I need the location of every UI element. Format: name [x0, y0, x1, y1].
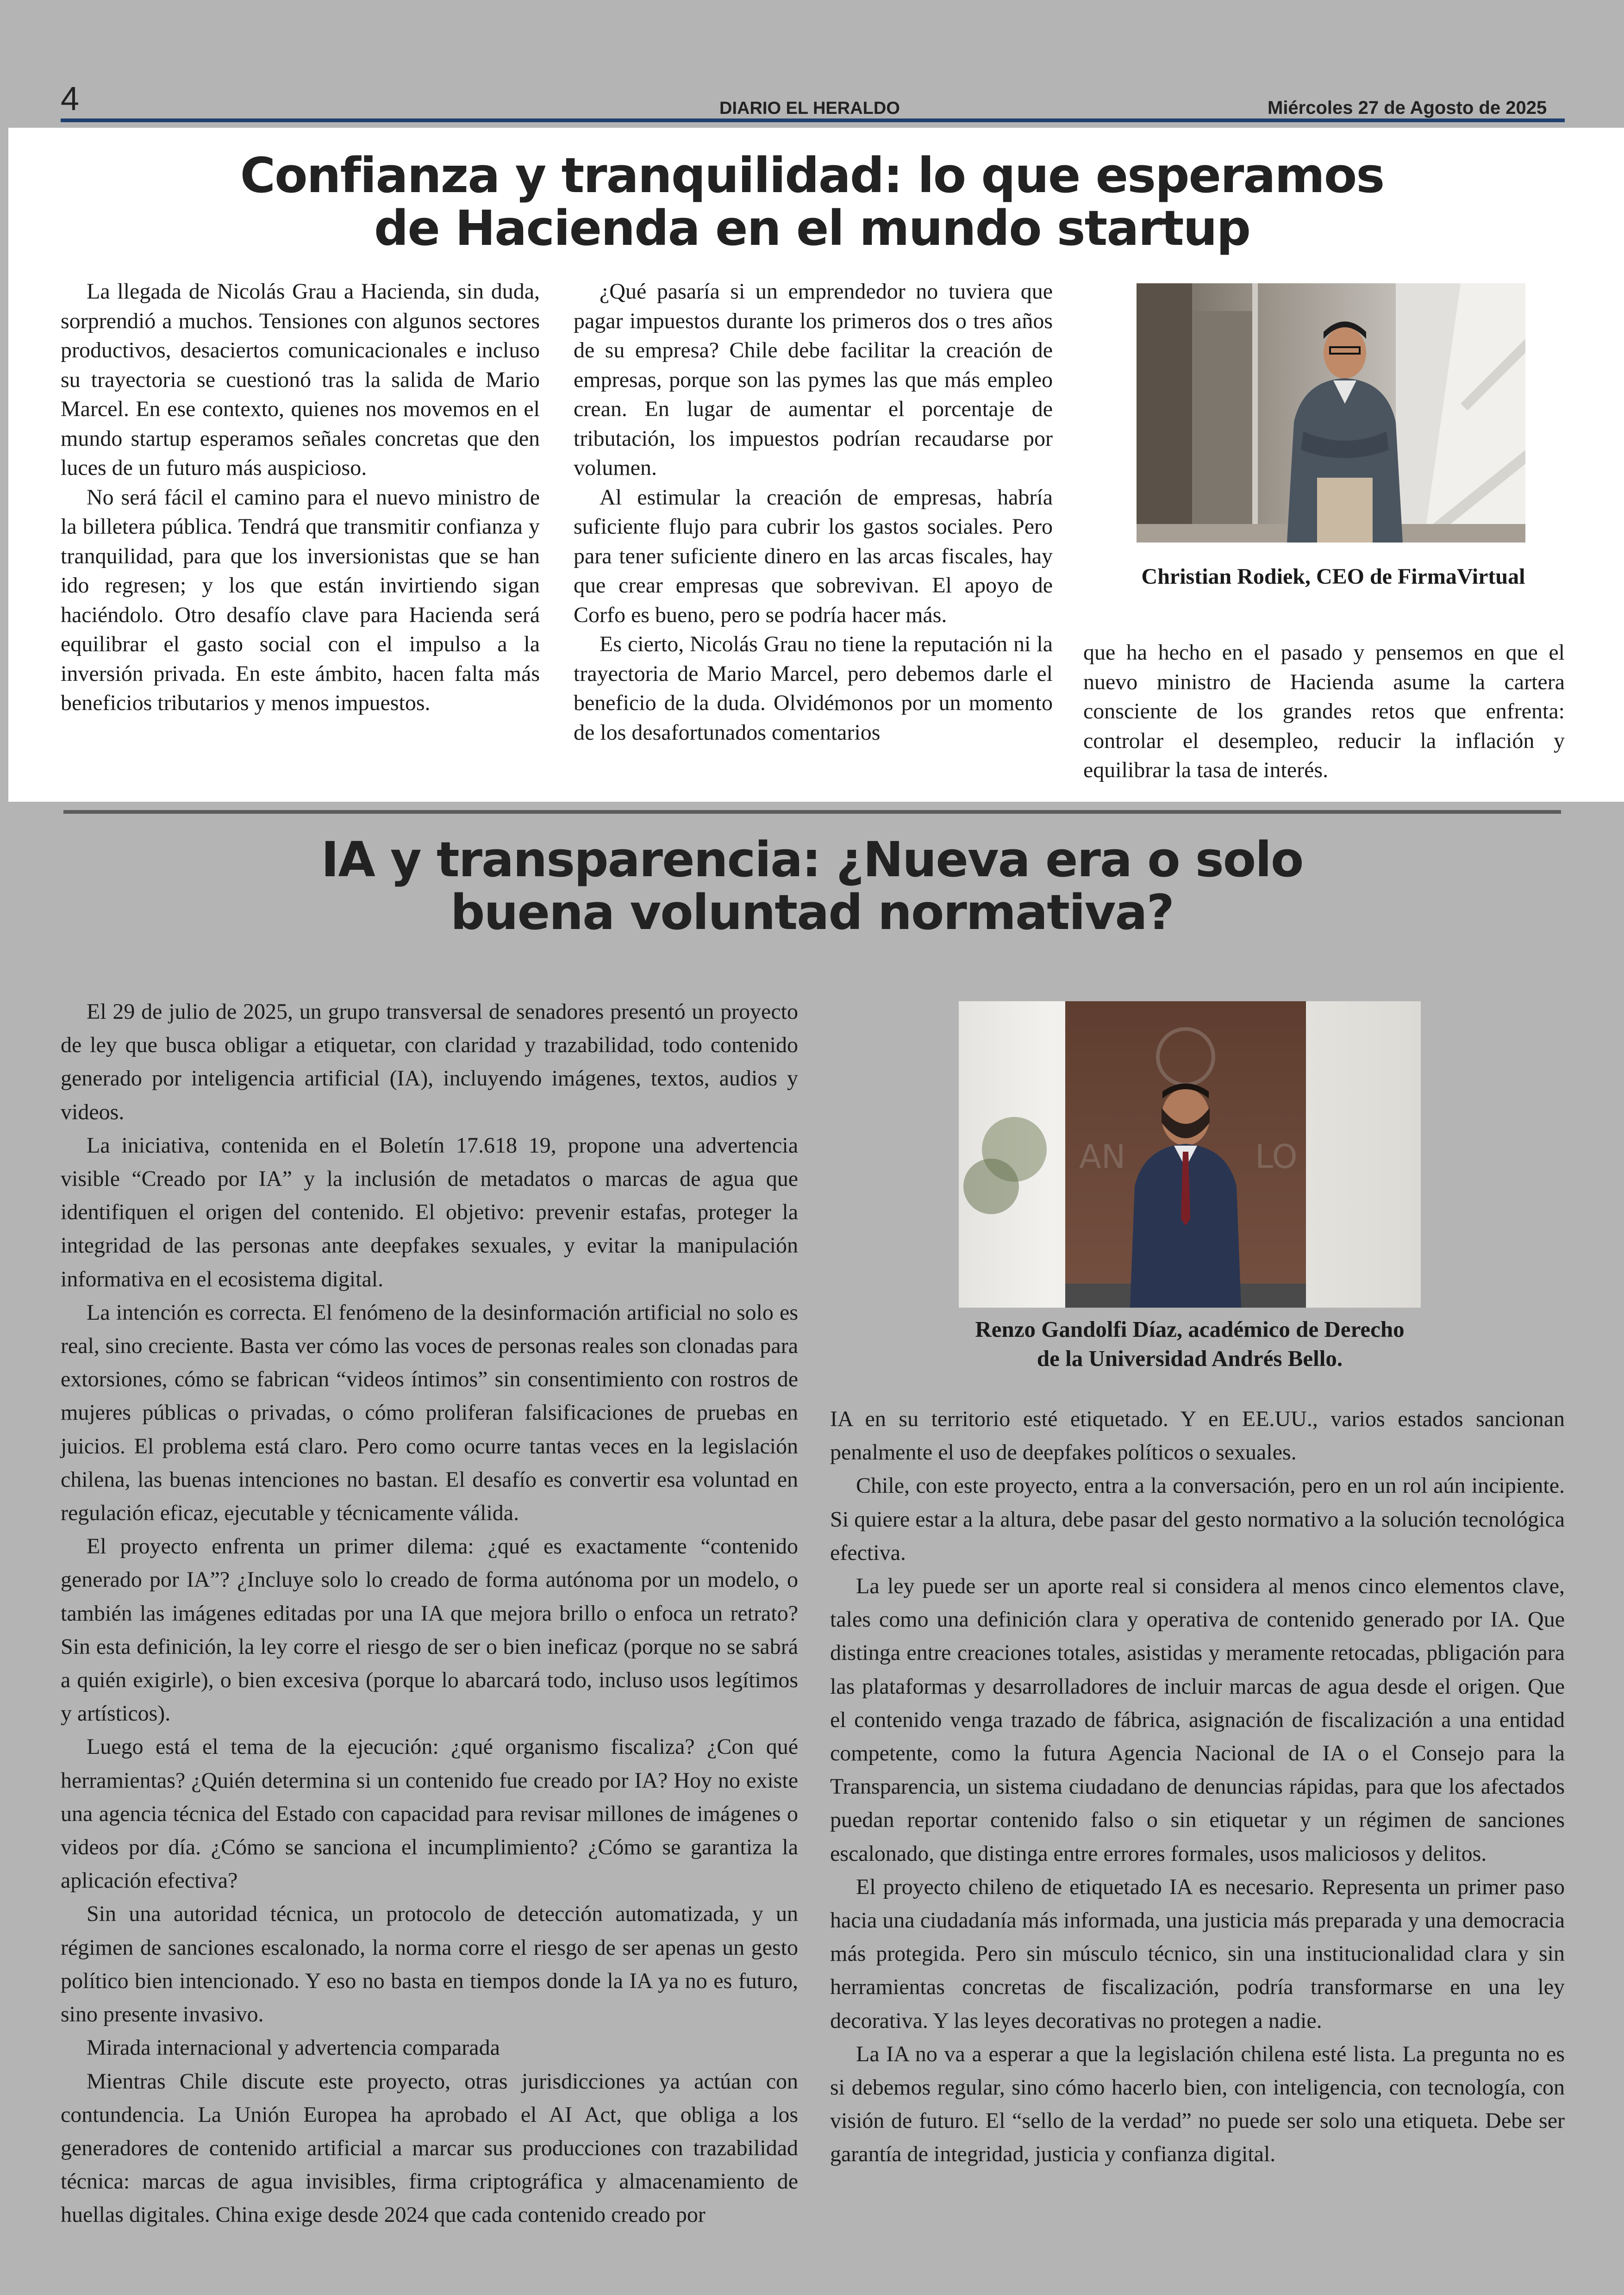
article-1-column-2	[574, 277, 1053, 747]
article-2-column-2	[830, 1403, 1565, 2171]
article-1-column-1	[61, 277, 540, 718]
svg-text:LO: LO	[1255, 1138, 1298, 1176]
article-1-paragraph: No será fácil el camino para el nuevo ministro de la billetera pública. Tendrá que transmitir confianza y tranquilidad, para que los inversionistas que se han ido regresen; y los que están invirtiendo sigan haciéndolo. Otro desafío clave para Hacienda será equilibrar el gasto social con el impulso a la inversión privada. En este ámbito, hacen falta más beneficios tributarios y menos impuestos.	[61, 485, 540, 715]
article-1-paragraph: ¿Qué pasaría si un emprendedor no tuviera que pagar impuestos durante los primeros dos o tres años de su empresa? Chile debe facilitar la creación de empresas, porque son las pymes las que más empleo crean. En lugar de aumentar el porcentaje de tributación, los impuestos podrían recaudarse por volumen.	[574, 279, 1053, 480]
article-2-paragraph: Chile, con este proyecto, entra a la conversación, pero en un rol aún incipiente. Si quiere estar a la altura, debe pasar del gesto normativo a la solución tecnológica efectiva.	[830, 1473, 1565, 1565]
newspaper-name: DIARIO EL HERALDO	[719, 99, 900, 118]
article-1-paragraph: que ha hecho en el pasado y pensemos en que el nuevo ministro de Hacienda asume la cartera consciente de los grandes retos que enfrenta: controlar el desempleo, reducir la inflación y equilibrar la tasa de interés.	[1083, 640, 1565, 782]
article-2-paragraph: La IA no va a esperar a que la legislación chilena esté lista. La pregunta no es si debemos regular, sino cómo hacerlo bien, con inteligencia, con tecnología, con visión de futuro. El “sello de la verdad” no puede ser solo una etiqueta. Debe ser garantía de integridad, justicia y confianza digital.	[830, 2041, 1565, 2167]
article-1-headline-line-2: de Hacienda en el mundo startup	[374, 200, 1250, 257]
christian-rodiek-caption: Christian Rodiek, CEO de FirmaVirtual	[1141, 564, 1525, 589]
renzo-gandolfi-caption-line-1: Renzo Gandolfi Díaz, académico de Derecho	[975, 1316, 1405, 1342]
article-1-headline	[139, 149, 1485, 255]
article-2-paragraph: IA en su territorio esté etiquetado. Y en EE.UU., varios estados sancionan penalmente el uso de deepfakes políticos o sexuales.	[830, 1407, 1565, 1465]
article-2-paragraph: La iniciativa, contenida en el Boletín 17.618 19, propone una advertencia visible “Creado por IA” y la inclusión de metadatos o marcas de agua que identifiquen el origen del contenido. El objetivo: prevenir estafas, proteger la integridad de las personas ante deepfakes sexuales, y evitar la manipulación informativa en el ecosistema digital.	[61, 1133, 798, 1291]
issue-date: Miércoles 27 de Agosto de 2025	[1268, 98, 1547, 118]
article-2-paragraph: Luego está el tema de la ejecución: ¿qué organismo fiscaliza? ¿Con qué herramientas? ¿Quién determina si un contenido fue creado por IA? Hoy no existe una agencia técnica del Estado con capacidad para revisar millones de imágenes o videos por día. ¿Cómo se sanciona el incumplimiento? ¿Cómo se garantiza la aplicación efectiva?	[61, 1734, 798, 1893]
header-rule	[61, 118, 1565, 122]
christian-rodiek-photo	[1137, 283, 1525, 543]
renzo-gandolfi-caption-line-2: de la Universidad Andrés Bello.	[1037, 1346, 1343, 1371]
article-2-headline-line-1: IA y transparencia: ¿Nueva era o solo	[321, 831, 1303, 888]
article-1-paragraph: Es cierto, Nicolás Grau no tiene la reputación ni la trayectoria de Mario Marcel, pero debemos darle el beneficio de la duda. Olvidémonos por un momento de los desafortunados comentarios	[574, 632, 1053, 745]
article-1-paragraph: Al estimular la creación de empresas, habría suficiente flujo para cubrir los gastos sociales. Pero para tener suficiente dinero en las arcas fiscales, hay que crear empresas que sobrevivan. El apoyo de Corfo es bueno, pero se podría hacer más.	[574, 485, 1053, 627]
article-1-headline-line-1: Confianza y tranquilidad: lo que esperamos	[240, 147, 1384, 204]
page-number: 4	[61, 81, 80, 118]
article-1-column-3	[1083, 638, 1565, 785]
article-2-paragraph: El 29 de julio de 2025, un grupo transversal de senadores presentó un proyecto de ley que busca obligar a etiquetar, con claridad y trazabilidad, todo contenido generado por inteligencia artificial (IA), incluyendo imágenes, textos, audios y videos.	[61, 999, 798, 1124]
article-divider	[63, 810, 1561, 814]
article-2-paragraph: La intención es correcta. El fenómeno de la desinformación artificial no solo es real, sino creciente. Basta ver cómo las voces de personas reales son clonadas para extorsiones, cómo se fabrican “videos íntimos” sin consentimiento con rostros de mujeres públicas o privadas, o cómo proliferan falsificaciones de pruebas en juicios. El problema está claro. Pero como ocurre tantas veces en la legislación chilena, las buenas intenciones no bastan. El desafío es convertir esa voluntad en regulación eficaz, ejecutable y técnicamente válida.	[61, 1300, 798, 1526]
article-2-headline-line-2: buena voluntad normativa?	[450, 884, 1174, 941]
article-1-paragraph: La llegada de Nicolás Grau a Hacienda, sin duda, sorprendió a muchos. Tensiones con algunos sectores productivos, desaciertos comunicacionales e incluso su trayectoria se cuestionó tras la salida de Mario Marcel. En ese contexto, quienes nos movemos en el mundo startup esperamos señales concretas que den luces de un futuro más auspicioso.	[61, 279, 540, 480]
article-2-paragraph: Mientras Chile discute este proyecto, otras jurisdicciones ya actúan con contundencia. La Unión Europea ha aprobado el AI Act, que obliga a los generadores de contenido artificial a marcar sus producciones con trazabilidad técnica: marcas de agua invisibles, firma criptográfica y almacenamiento de huellas digitales. China exige desde 2024 que cada contenido creado por	[61, 2069, 798, 2227]
svg-text:AN: AN	[1079, 1138, 1126, 1176]
article-2-subheading: Mirada internacional y advertencia comparada	[87, 2035, 500, 2060]
article-2-headline	[139, 833, 1485, 939]
article-2-paragraph: El proyecto chileno de etiquetado IA es necesario. Representa un primer paso hacia una ciudadanía más informada, una justicia más preparada y una democracia más protegida. Pero sin músculo técnico, sin una institucionalidad clara y sin herramientas concretas de fiscalización, podría transformarse en una ley decorativa. Y las leyes decorativas no protegen a nadie.	[830, 1874, 1565, 2033]
article-2-paragraph: Sin una autoridad técnica, un protocolo de detección automatizada, y un régimen de sanciones escalonado, la norma corre el riesgo de ser apenas un gesto político bien intencionado. Y eso no basta en tiempos donde la IA ya no es futuro, sino presente invasivo.	[61, 1902, 798, 2027]
article-2-paragraph: El proyecto enfrenta un primer dilema: ¿qué es exactamente “contenido generado por IA”? ¿Incluye solo lo creado de forma autónoma por un modelo, o también las imágenes editadas por una IA que mejora brillo o enfoca un retrato? Sin esta definición, la ley corre el riesgo de ser o bien ineficaz (porque no se sabrá a quién exigirle), o bien excesiva (porque lo abarcará todo, incluso usos legítimos y artísticos).	[61, 1534, 798, 1726]
renzo-gandolfi-photo	[959, 1001, 1421, 1308]
article-2-paragraph: La ley puede ser un aporte real si considera al menos cinco elementos clave, tales como una definición clara y operativa de contenido generado por IA. Que distinga entre creaciones totales, asistidas y meramente retocadas, pbligación para las plataformas y desarrolladores de incluir marcas de agua desde el origen. Que el contenido venga trazado de fábrica, asignación de fiscalización a una entidad competente, como la futura Agencia Nacional de IA o el Consejo para la Transparencia, un sistema ciudadano de denuncias rápidas, para que los afectados puedan reportar contenido falso o sin etiquetar y un régimen de sanciones escalonado, que distinga entre errores formales, usos maliciosos y delitos.	[830, 1574, 1565, 1866]
renzo-gandolfi-caption	[847, 1315, 1532, 1373]
article-2-column-1	[61, 995, 798, 2232]
